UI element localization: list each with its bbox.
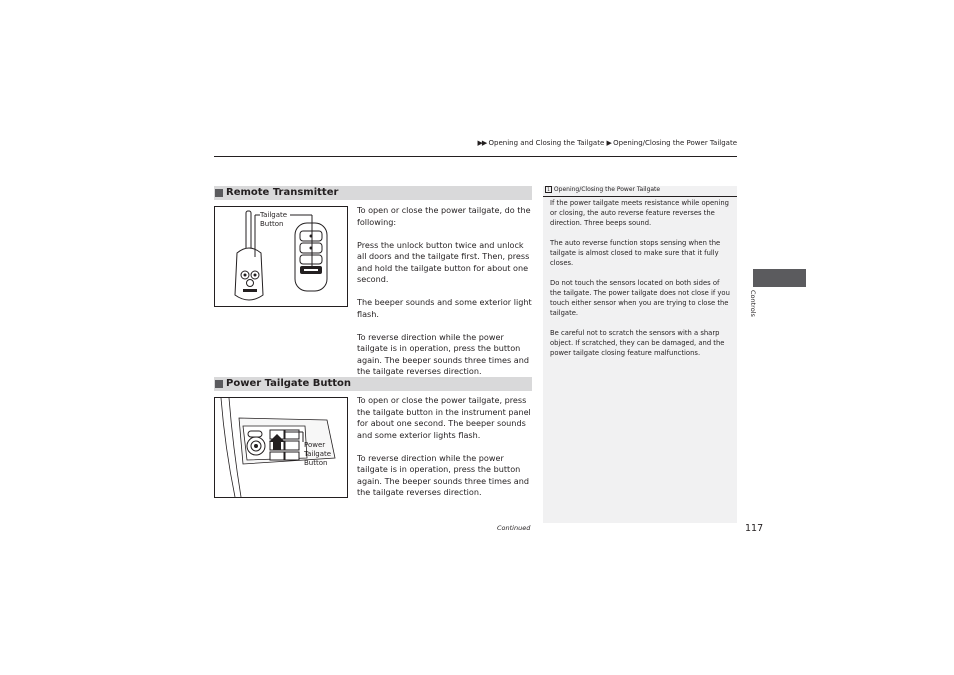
square-bullet-icon (215, 189, 223, 197)
chapter-tab-label: Controls (749, 290, 757, 317)
section-heading-power-button (214, 377, 532, 391)
remote-body-text (357, 205, 533, 389)
sidebar-paragraph: Be careful not to scratch the sensors with a sharp object. If scratched, they can be damaged, and the power tailgate closing feature malfunctions. (550, 329, 725, 357)
breadcrumb-parent[interactable]: Opening and Closing the Tailgate (488, 139, 605, 147)
sidebar-heading-text: Opening/Closing the Power Tailgate (553, 186, 661, 193)
paragraph: To open or close the power tailgate, do the following: (357, 205, 531, 227)
breadcrumb (478, 139, 738, 147)
chapter-tab[interactable] (753, 269, 806, 287)
callout-tailgate-button: Tailgate Button (260, 211, 288, 228)
sidebar-rule (543, 196, 737, 197)
breadcrumb-arrow-icon: ▶▶ (477, 139, 487, 147)
section-title: Remote Transmitter (226, 187, 339, 198)
power-tailgate-button-figure (214, 397, 348, 498)
sidebar-paragraph: If the power tailgate meets resistance while opening or closing, the auto reverse feature reverses the direction. Three beeps sound. (550, 199, 729, 227)
paragraph: To reverse direction while the power tailgate is in operation, press the button again. The beeper sounds three times and the tailgate reverses direction. (357, 452, 529, 497)
sidebar-paragraph: The auto reverse function stops sensing when the tailgate is almost closed to make sure that it fully closes. (550, 239, 721, 267)
paragraph: Press the unlock button twice and unlock all doors and the tailgate first. Then, press and hold the tailgate button for about one second. (357, 239, 530, 284)
callout-power-tailgate-button: Power Tailgate Button (304, 441, 332, 467)
power-button-body-text (357, 395, 533, 510)
sidebar-text (550, 198, 732, 368)
paragraph: To reverse direction while the power tailgate is in operation, press the button again. The beeper sounds three times and the tailgate reverses direction. (357, 331, 529, 376)
note-icon: 1 (545, 186, 552, 193)
sidebar-paragraph: Do not touch the sensors located on both sides of the tailgate. The power tailgate does not close if you touch either sensor when you are trying to close the tailgate. (550, 279, 730, 317)
sidebar-heading (545, 186, 660, 193)
breadcrumb-current: Opening/Closing the Power Tailgate (613, 139, 737, 147)
remote-transmitter-figure (214, 206, 348, 307)
breadcrumb-arrow-icon: ▶ (606, 139, 611, 147)
header-rule (214, 156, 737, 157)
square-bullet-icon (215, 380, 223, 388)
section-title: Power Tailgate Button (226, 378, 352, 389)
paragraph: The beeper sounds and some exterior light flash. (357, 297, 532, 319)
page-number: 117 (745, 523, 764, 534)
continued-label: Continued (497, 524, 531, 532)
section-heading-remote (214, 186, 532, 200)
paragraph: To open or close the power tailgate, press the tailgate button in the instrument panel for about one second. The beeper sounds and some exterior lights flash. (357, 395, 531, 440)
